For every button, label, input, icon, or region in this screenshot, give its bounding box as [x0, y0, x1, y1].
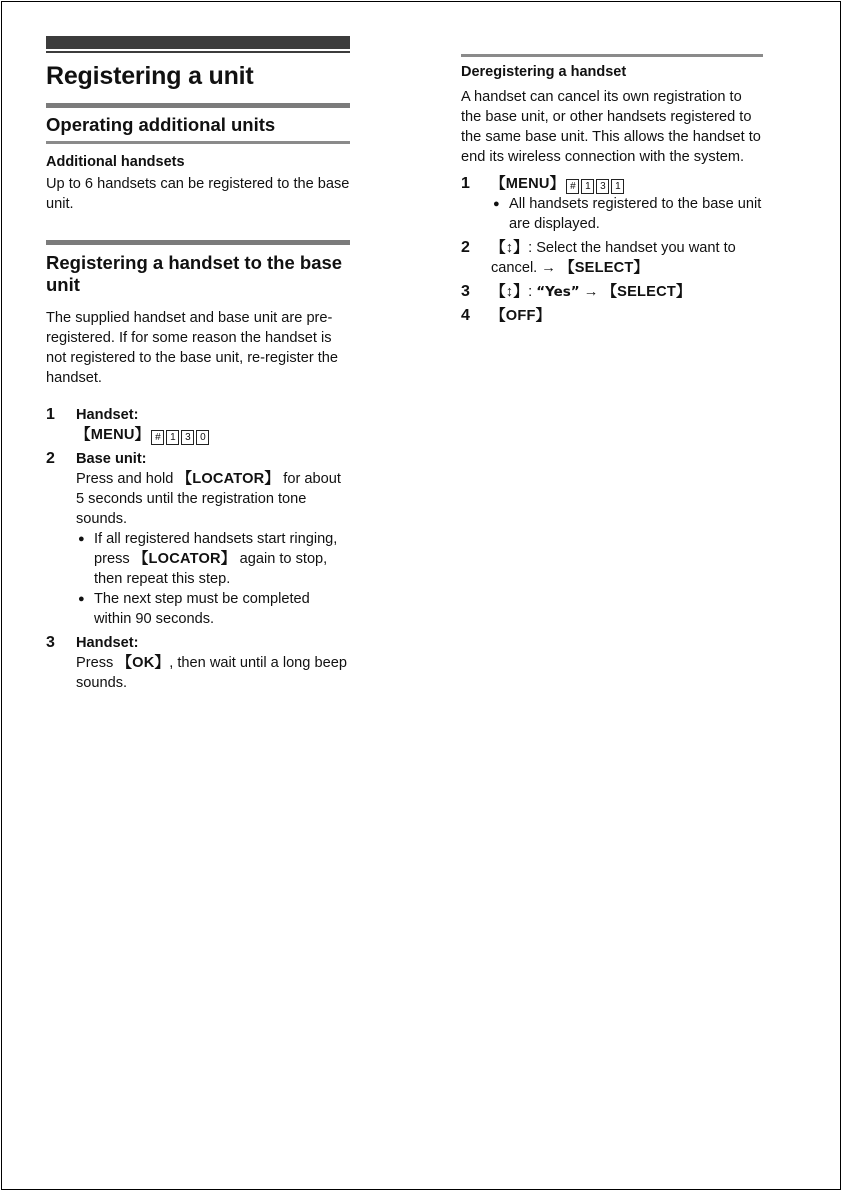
arrow-right-icon: → [541, 260, 556, 276]
text-fragment: for about 5 seconds until the registration tone sounds. [76, 471, 341, 527]
additional-handsets-text: Up to 6 handsets can be registered to the base unit. [46, 176, 350, 212]
section-rule [46, 240, 350, 245]
step-head: Base unit: [76, 451, 147, 467]
yes-option: “Yes” [536, 284, 580, 300]
menu-key: 【MENU】 [491, 176, 565, 192]
subheading-deregistering: Deregistering a handset [461, 64, 627, 80]
step-item [46, 633, 350, 693]
step-number: 3 [46, 634, 55, 651]
ok-key: 【OK】 [117, 655, 170, 671]
text-fragment: Press [76, 655, 118, 671]
step-text [491, 238, 763, 278]
text-fragment: , then wait until a long beep sounds. [76, 655, 347, 691]
bullet-item [76, 529, 350, 589]
step-number: 3 [461, 283, 470, 300]
key-box: 1 [581, 179, 594, 194]
deregistering-steps [461, 174, 763, 326]
title-bar [46, 36, 350, 49]
step-item [461, 238, 763, 278]
section-heading-operating: Operating additional units [46, 114, 276, 135]
key-sequence [76, 425, 350, 445]
locator-key: 【LOCATOR】 [133, 551, 236, 567]
nav-key-icon: 【↕】 [491, 240, 529, 256]
arrow-right-icon: → [579, 284, 603, 300]
deregistering-intro: A handset can cancel its own registration to the base unit, or other handsets registered to the same base unit. This allows the handset to end its wireless connection with the system. [461, 89, 761, 165]
key-box: 1 [166, 430, 179, 445]
section-heading-registering: Registering a handset to the base unit [46, 252, 343, 295]
right-column [461, 54, 763, 330]
subsection-rule [46, 141, 350, 144]
step-number: 1 [46, 406, 55, 423]
step-item [46, 405, 350, 445]
key-box: 0 [196, 430, 209, 445]
select-key: 【SELECT】 [602, 284, 691, 300]
step-text [491, 282, 763, 302]
step-item [461, 282, 763, 302]
step-item [461, 306, 763, 326]
subsection-rule [461, 54, 763, 57]
registering-steps [46, 405, 350, 693]
key-box: 3 [181, 430, 194, 445]
step-text [76, 653, 350, 693]
bullet-item: ● All handsets registered to the base unit are displayed. [491, 194, 763, 234]
key-box: 3 [596, 179, 609, 194]
step-number: 2 [46, 450, 55, 467]
step-head: Handset: [76, 407, 139, 423]
step-head: Handset: [76, 635, 139, 651]
menu-key: 【MENU】 [76, 427, 150, 443]
bullet-item: ● The next step must be completed within 90 seconds. [76, 589, 350, 629]
locator-key: 【LOCATOR】 [177, 471, 280, 487]
select-key: 【SELECT】 [559, 260, 649, 276]
text-fragment: Press and hold [76, 471, 178, 487]
title-bar-line [46, 51, 350, 53]
text-fragment: : [528, 284, 537, 300]
page-title: Registering a unit [46, 62, 254, 90]
text-fragment: : Select the handset you want to cancel. [491, 240, 736, 276]
key-box: 1 [611, 179, 624, 194]
left-column [46, 36, 350, 697]
text-fragment: again to stop, then repeat this step. [94, 551, 328, 587]
registering-intro: The supplied handset and base unit are pre-registered. If for some reason the handset is not registered to the base unit, re-register the handset. [46, 310, 339, 386]
key-box: # [151, 430, 164, 445]
step-number: 4 [461, 307, 470, 324]
text-fragment: If all registered handsets start ringing, press [94, 531, 338, 567]
nav-key-icon: 【↕】 [491, 284, 529, 300]
step-item [461, 174, 763, 234]
step-number: 1 [461, 175, 470, 192]
key-sequence [491, 174, 763, 194]
subheading-additional-handsets: Additional handsets [46, 154, 185, 170]
step-item [46, 449, 350, 629]
key-box: # [566, 179, 579, 194]
step-text [491, 306, 763, 326]
off-key: 【OFF】 [491, 308, 551, 324]
section-rule [46, 103, 350, 108]
step-text [76, 469, 350, 529]
step-number: 2 [461, 239, 470, 256]
